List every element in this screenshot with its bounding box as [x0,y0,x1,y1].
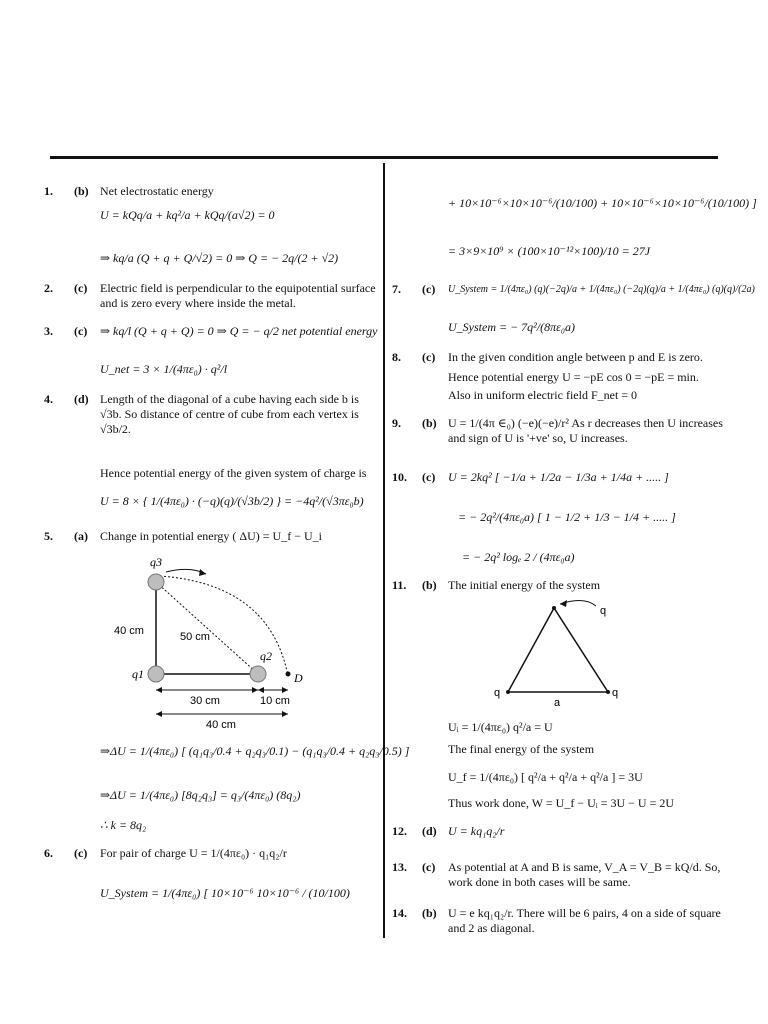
equation: ⇒ΔU = 1/(4πε₀) [ (q₁q₃/0.4 + q₂q₃/0.1) − (q₁q₃/0.4 + q₂q₃/0.5) ] [100,744,410,758]
question-14 [392,906,728,938]
question-text: As potential at A and B is same, V_A = V_B = kQ/d. So, work done in both cases will be same. [448,860,721,889]
question-number: 11. [392,578,407,592]
paragraph: Also in uniform electric field F_net = 0 [448,388,638,402]
q3-label: q3 [150,555,162,569]
question-number: 13. [392,860,407,874]
answer-option: (c) [74,281,88,295]
equation: U_System = 1/(4πε₀) (q)(−2q)/a + 1/(4πε₀) (−2q)(q)/a + 1/(4πε₀) (q)(q)/(2a) [448,284,755,295]
answer-option: (b) [74,184,89,198]
answer-option: (b) [422,416,437,430]
paragraph: The final energy of the system [448,742,595,756]
equation: U = kQq/a + kq²/a + kQq/(a√2) = 0 [100,208,275,222]
equation: U_System = 1/(4πε₀) [ 10×10⁻⁶ 10×10⁻⁶ / (10/100) [100,886,350,900]
answer-option: (d) [74,392,89,406]
answer-option: (c) [422,860,436,874]
equation: U = 8 × { 1/(4πε₀) · (−q)(q)/(√3b/2) } = −4q²/(√3πε₀b) [100,494,364,508]
equation: = − 2q²/(4πε₀a) [ 1 − 1/2 + 1/3 − 1/4 + ..... ] [458,510,676,524]
question-number: 7. [392,282,401,296]
right-q-label: q [612,687,619,699]
answer-option: (b) [422,906,437,920]
equation: ⇒ kq/a (Q + q + Q/√2) = 0 ⇒ Q = − 2q/(2 + √2) [100,251,339,265]
question-text: Electric field is perpendicular to the equipotential surface and is zero every where inside the metal. [100,281,376,310]
question-number: 4. [44,392,53,406]
question-text: Change in potential energy ( ΔU) = U_f − U_i [100,529,322,543]
answer-option: (a) [74,529,88,543]
question-text: For pair of charge U = 1/(4πε₀) · q₁q₂/r [100,846,287,860]
triangle-diagram [488,596,628,708]
top-q-label: q [600,605,607,617]
paragraph: Hence potential energy U = −pE cos 0 = −pE = min. [448,370,699,384]
question-number: 12. [392,824,407,838]
answer-option: (c) [422,350,436,364]
equation: U = kq₁q₂/r [448,824,505,838]
equation: U_f = 1/(4πε₀) [ q²/a + q²/a + q²/a ] = 3U [448,770,643,784]
question-9 [392,416,728,448]
question-2 [44,281,376,313]
base-10-label: 10 cm [260,695,290,707]
question-text: In the given condition angle between p and E is zero. [448,350,703,364]
answer-option: (c) [422,282,436,296]
question-number: 8. [392,350,401,364]
answer-option: (c) [74,846,88,860]
header-band [0,0,768,155]
answer-option: (b) [422,578,437,592]
paragraph: Thus work done, W = U_f − Uᵢ = 3U − U = 2U [448,796,675,810]
equation: Uᵢ = 1/(4πε₀) q²/a = U [448,720,553,734]
question-number: 9. [392,416,401,430]
left-q-label: q [494,687,501,699]
question-number: 1. [44,184,53,198]
question-text: Length of the diagonal of a cube having each side b is √3b. So distance of centre of cube from each vertex is √3b/2. [100,392,359,436]
side-a-label: a [554,697,561,708]
charges-diagram [110,554,310,734]
question-text: U = e kq₁q₂/r. There will be 6 pairs, 4 on a side of square and 2 as diagonal. [448,906,721,935]
equation: ⇒ΔU = 1/(4πε₀) [8q₂q₃] = q₃/(4πε₀) (8q₂) [100,788,301,802]
q2-label: q2 [260,649,272,663]
question-number: 2. [44,281,53,295]
equation: = 3×9×10⁹ × (100×10⁻¹²×100)/10 = 27J [448,244,651,258]
question-4 [44,392,376,442]
question-number: 10. [392,470,407,484]
equation: U = 2kq² [ −1/a + 1/2a − 1/3a + 1/4a + ..... ] [448,470,669,484]
paragraph: Hence potential energy of the given system of charge is [100,466,367,480]
question-number: 14. [392,906,407,920]
answer-option: (d) [422,824,437,838]
equation: U_net = 3 × 1/(4πε₀) · q²/l [100,362,228,376]
question-number: 6. [44,846,53,860]
answer-option: (c) [74,324,88,338]
header-rule [50,156,718,159]
equation: U_System = − 7q²/(8πε₀a) [448,320,576,334]
equation: = − 2q² logₑ 2 / (4πε₀a) [462,550,575,564]
q1-label: q1 [132,667,144,681]
diag-50-label: 50 cm [180,631,210,643]
column-divider [383,163,385,938]
base-30-label: 30 cm [190,695,220,707]
answer-option: (c) [422,470,436,484]
question-text: U = 1/(4π ∈₀) (−e)(−e)/r² As r decreases then U increases and sign of U is '+ve' so, U increases. [448,416,723,445]
question-text: ⇒ kq/l (Q + q + Q) = 0 ⇒ Q = − q/2 net potential energy [100,324,378,338]
question-13 [392,860,728,892]
d-label: D [294,671,303,685]
question-text: The initial energy of the system [448,578,601,592]
side-40-label: 40 cm [114,625,144,637]
question-text: Net electrostatic energy [100,184,214,198]
total-40-label: 40 cm [206,719,236,731]
question-number: 3. [44,324,53,338]
question-number: 5. [44,529,53,543]
equation: + 10×10⁻⁶×10×10⁻⁶/(10/100) + 10×10⁻⁶×10×10⁻⁶/(10/100) ] [448,196,757,210]
equation: ∴ k = 8q₂ [100,818,147,832]
